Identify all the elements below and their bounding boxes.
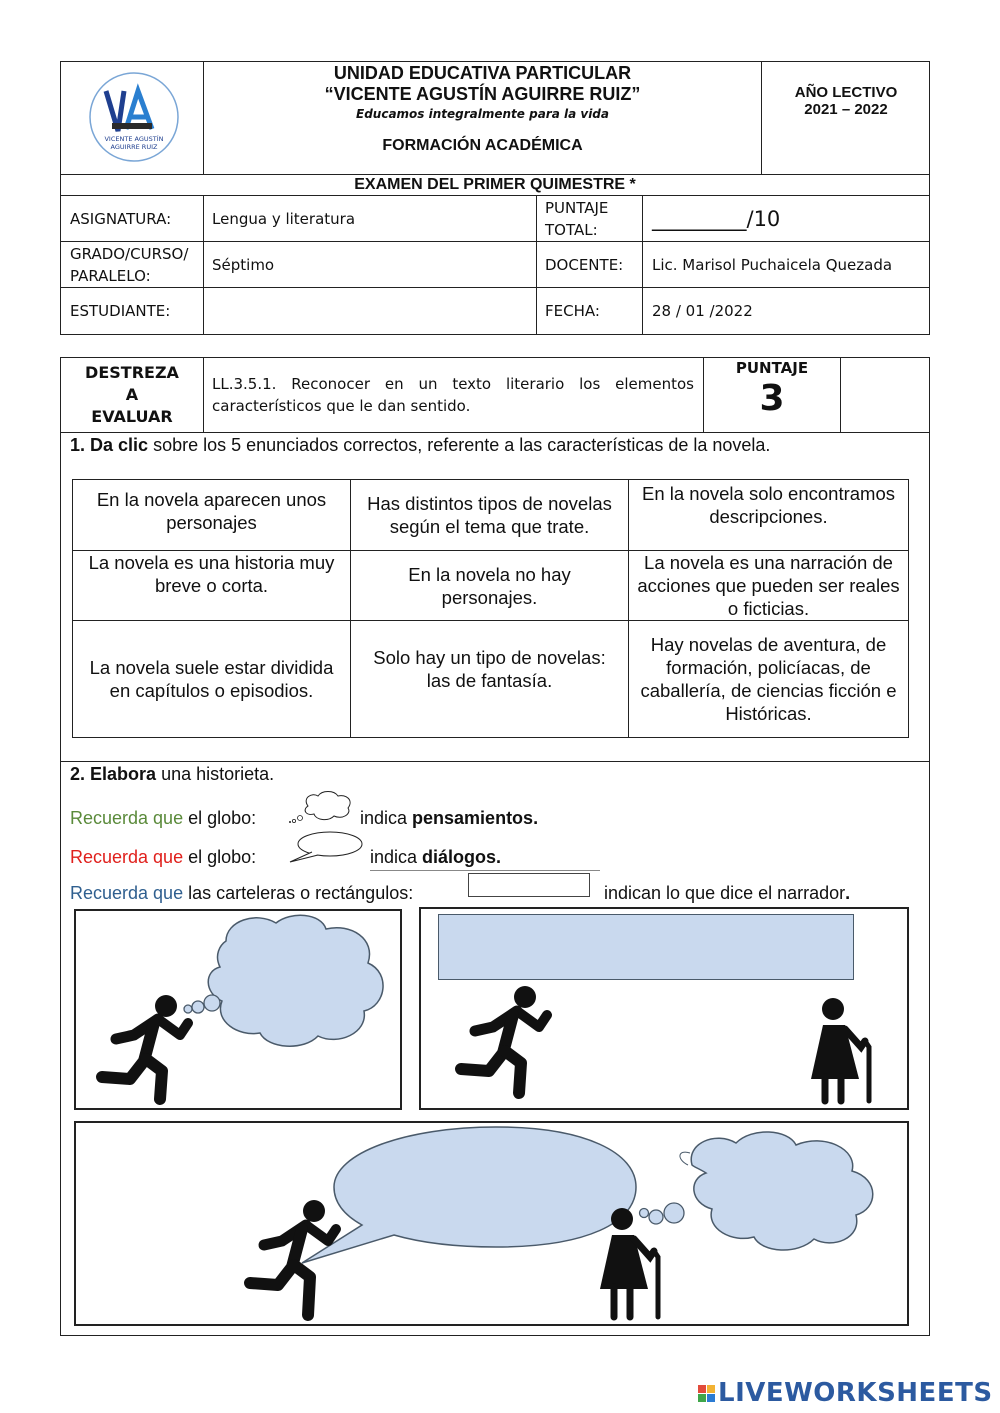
speech-bubble-large[interactable] bbox=[302, 1127, 636, 1263]
info-divider-3 bbox=[642, 196, 643, 335]
teacher-value: Lic. Marisol Puchaicela Quezada bbox=[652, 256, 893, 274]
logo-text-line2: AGUIRRE RUIZ bbox=[110, 143, 158, 151]
date-label: FECHA: bbox=[545, 302, 600, 320]
school-title-cell bbox=[204, 61, 762, 174]
reminder-thoughts bbox=[70, 808, 290, 832]
year-cell bbox=[762, 61, 930, 141]
liveworksheets-brand[interactable] bbox=[698, 1376, 994, 1410]
option-r2-c2[interactable]: En la novela no hay personajes. bbox=[408, 563, 571, 608]
grade-label: GRADO/CURSO/ PARALELO: bbox=[70, 245, 189, 285]
options-grid bbox=[72, 479, 909, 738]
q2-number: 2. bbox=[70, 764, 86, 784]
school-logo bbox=[60, 61, 204, 174]
grade-value: Séptimo bbox=[212, 256, 275, 274]
logo-text-line1: VICENTE AGUSTÍN bbox=[104, 135, 164, 143]
skill-row-divider-3 bbox=[840, 357, 841, 433]
section-divider bbox=[60, 761, 930, 762]
option-r2-c1[interactable]: La novela es una historia muy breve o corta. bbox=[88, 552, 335, 596]
school-motto: Educamos integralmente para la vida bbox=[356, 107, 609, 121]
q1-rest: sobre los 5 enunciados correctos, referente a las características de la novela. bbox=[148, 435, 771, 455]
thought-cloud-2[interactable] bbox=[691, 1132, 873, 1250]
skill-row-divider-1 bbox=[203, 357, 204, 433]
points-label: PUNTAJE bbox=[735, 359, 809, 377]
reminder1-indica: indica bbox=[360, 808, 413, 828]
year-label: AÑO LECTIVO bbox=[794, 84, 898, 101]
panel-1-art bbox=[76, 911, 400, 1108]
student-field[interactable] bbox=[212, 288, 532, 334]
thought-cloud-1[interactable] bbox=[208, 915, 383, 1046]
score-label: PUNTAJE TOTAL: bbox=[545, 199, 609, 239]
score-field[interactable]: _________/10 bbox=[652, 207, 781, 231]
reminder2-mid: el globo: bbox=[183, 847, 257, 867]
reminder2-lead: Recuerda que bbox=[70, 847, 184, 867]
reminder-dialogs-tail bbox=[370, 847, 600, 871]
skill-row-bottom bbox=[60, 432, 930, 433]
q1-number: 1. bbox=[70, 435, 86, 455]
exam-title-row bbox=[60, 174, 930, 196]
reminder2-indica: indica bbox=[370, 847, 423, 867]
option-r1-c1[interactable]: En la novela aparecen unos personajes bbox=[96, 489, 327, 533]
date-value: 28 / 01 /2022 bbox=[652, 302, 753, 320]
comic-panel-2[interactable] bbox=[419, 907, 909, 1110]
q1-prompt bbox=[70, 435, 920, 459]
narrator-box[interactable] bbox=[438, 914, 854, 980]
subject-value: Lengua y literatura bbox=[212, 210, 356, 228]
option-r1-c2[interactable]: Has distintos tipos de novelas según el tema que trate. bbox=[367, 493, 612, 537]
reminder2-bold: diálogos. bbox=[422, 847, 502, 867]
teacher-label: DOCENTE: bbox=[545, 256, 624, 274]
reminder-thoughts-tail bbox=[360, 808, 660, 832]
q1-bold: Da clic bbox=[90, 435, 149, 455]
running-person-icon bbox=[461, 986, 547, 1093]
comic-panel-3[interactable] bbox=[74, 1121, 909, 1326]
year-value: 2021 – 2022 bbox=[804, 101, 888, 118]
panel-3-art bbox=[76, 1123, 907, 1324]
reminder-narrator bbox=[70, 883, 470, 907]
skill-points-cell bbox=[704, 357, 840, 433]
liveworksheets-logo-icon bbox=[698, 1385, 715, 1402]
student-label: ESTUDIANTE: bbox=[70, 302, 171, 320]
option-r1-c3[interactable]: En la novela solo encontramos descripciones. bbox=[642, 483, 895, 527]
q2-bold: Elabora bbox=[90, 764, 157, 784]
points-value: 3 bbox=[759, 378, 785, 419]
option-r3-c3[interactable]: Hay novelas de aventura, de formación, policíacas, de caballería, de ciencias ficción e Históricas. bbox=[640, 634, 897, 724]
q2-rest: una historieta. bbox=[156, 764, 275, 784]
option-r3-c2[interactable]: Solo hay un tipo de novelas: las de fantasía. bbox=[373, 647, 606, 691]
subject-label: ASIGNATURA: bbox=[70, 210, 172, 228]
running-person-icon bbox=[250, 1200, 336, 1315]
speech-bubble-icon bbox=[286, 828, 366, 868]
old-woman-icon bbox=[811, 998, 869, 1101]
reminder-dialogs bbox=[70, 847, 290, 871]
exam-title: EXAMEN DEL PRIMER QUIMESTRE * bbox=[354, 176, 636, 193]
logo-cell bbox=[60, 61, 204, 174]
comic-panel-1[interactable] bbox=[74, 909, 402, 1110]
narrator-box-icon bbox=[468, 873, 590, 897]
liveworksheets-text: LIVEWORKSHEETS bbox=[718, 1378, 993, 1408]
skill-text: LL.3.5.1. Reconocer en un texto literario los elementos característicos que le dan sentido. bbox=[212, 375, 694, 415]
reminder3-mid: las carteleras o rectángulos: bbox=[183, 883, 414, 903]
school-name-line2: “VICENTE AGUSTÍN AGUIRRE RUIZ” bbox=[324, 84, 641, 104]
thought-bubble-icon bbox=[286, 788, 358, 828]
info-divider-2 bbox=[536, 196, 537, 335]
reminder3-indica: indican lo que dice el narrador bbox=[604, 883, 846, 903]
option-r3-c1[interactable]: La novela suele estar dividida en capítulos o episodios. bbox=[89, 657, 334, 701]
info-divider-1 bbox=[203, 196, 204, 335]
running-person-icon bbox=[102, 995, 188, 1099]
reminder1-mid: el globo: bbox=[183, 808, 257, 828]
department: FORMACIÓN ACADÉMICA bbox=[382, 137, 583, 154]
reminder3-bold: . bbox=[845, 883, 851, 903]
reminder1-bold: pensamientos. bbox=[412, 808, 539, 828]
option-r2-c3[interactable]: La novela es una narración de acciones que pueden ser reales o ficticias. bbox=[637, 552, 900, 619]
q2-prompt bbox=[70, 764, 670, 788]
reminder-narrator-tail bbox=[604, 883, 924, 907]
reminder3-lead: Recuerda que bbox=[70, 883, 184, 903]
skill-label: DESTREZA A EVALUAR bbox=[85, 363, 179, 426]
reminder1-lead: Recuerda que bbox=[70, 808, 184, 828]
school-name-line1: UNIDAD EDUCATIVA PARTICULAR bbox=[333, 63, 632, 83]
